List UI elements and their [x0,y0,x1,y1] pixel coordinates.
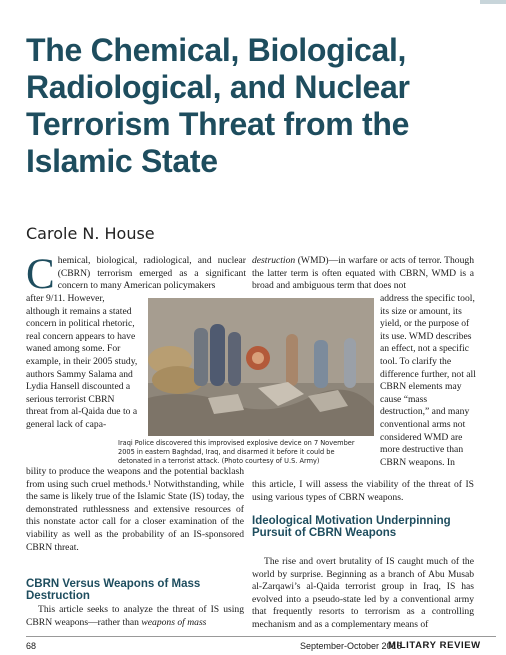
paragraph-intro-left: after 9/11. However, although it remains a stated concern in political rhetoric, real concern appears to have waned among some. For example, in their 2005 study, authors Sammy Salama and Lydia Hansell discounted a serious terrorist CBRN threat from al-Qaida due to a general lack of capa- [26,293,138,430]
paragraph-intro-top [26,251,246,298]
paragraph-text: (WMD)—in warfare or acts of terror. Though the latter term is often equated with CBRN, WMD is a broad and ambiguous term that does not [252,255,474,292]
paragraph-text: hemical, biological, radiological, and nuclear (CBRN) terrorism emerged as a significant concern to many American policymakers [57,255,246,292]
ied-illustration [148,298,374,436]
paragraph-wmd-bottom: this article, I will assess the viability of the threat of IS using various types of CBRN weapons. [252,479,474,503]
paragraph-cbrn-start [26,604,244,629]
italic-text: weapons of mass [141,616,207,628]
footer-rule [26,636,496,637]
photo-caption: Iraqi Police discovered this improvised explosive device on 7 November 2005 in eastern Baghdad, Iraq, and disarmed it before it could be detonated in a terrorist attack. (Photo courtesy of U.S. Army) [118,439,355,465]
issue-date: September-October 2016 [300,641,402,651]
page-number: 68 [26,641,37,651]
magazine-name: MILITARY REVIEW [388,640,481,651]
ied-photo [148,298,374,436]
top-accent-bar [480,0,506,4]
section-heading-ideological: Ideological Motivation Underpinning Pursuit of CBRN Weapons [252,515,451,539]
paragraph-intro-bottom: bility to produce the weapons and the potential backlash from using such cruel methods.¹ Notwithstanding, while the same is likely true of the Islamic State (IS) today, the demonstrated ruthlessness and extensive resources of this nonstate actor call for a closer examination of the viability as well as the probability of an IS-sponsored CBRN threat. [26,466,244,553]
section-heading-cbrn: CBRN Versus Weapons of Mass Destruction [26,578,201,602]
italic-text: destruction [252,255,296,266]
paragraph-wmd-narrow: address the specific tool, its size or amount, its yield, or the purpose of its use. WMD describes an effect, not a specific tool. To clarify the difference further, not all CBRN elements may cause “mass destruction,” and many conventional arms not considered WMD are more destructive than CBRN weapons. In [380,293,476,468]
paragraph-ideological: The rise and overt brutality of IS caught much of the world by surprise. Beginning as a branch of Abu Musab al-Zarqawi’s al-Qaida terrorist group in Iraq, IS has evolved into a pseudo-state led by a conventional army that frequently resorts to terrorism as a controlling mechanism and as a complementary means of [252,556,474,630]
paragraph-text: This article seeks to analyze the threat of IS using CBRN weapons—rather than [26,604,244,628]
article-title: The Chemical, Biological, Radiological, and Nuclear Terrorism Threat from the Islamic State [26,32,410,179]
drop-cap: C [26,251,55,298]
author-name: Carole N. House [26,224,155,243]
paragraph-wmd-top [252,255,474,293]
